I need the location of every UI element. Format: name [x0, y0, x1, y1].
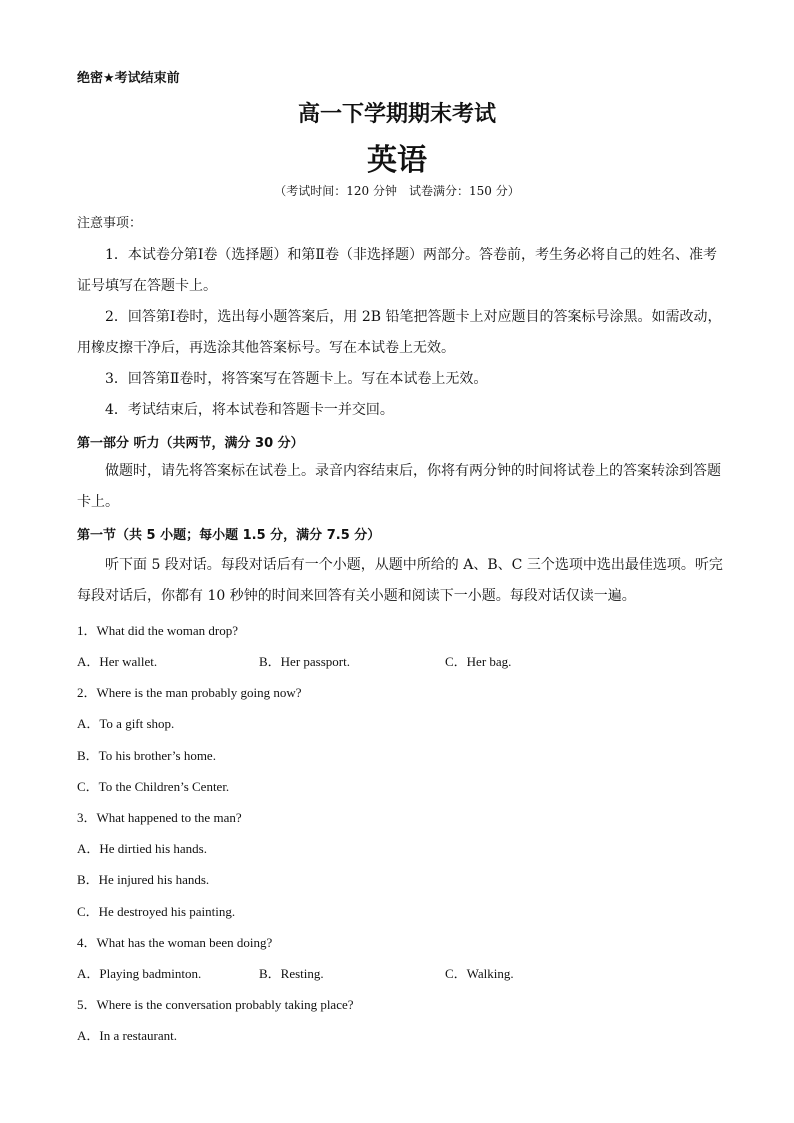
notice-item-1: 1．本试卷分第Ⅰ卷（选择题）和第Ⅱ卷（非选择题）两部分。答卷前，考生务必将自己的姓名、准考证号填写在答题卡上。: [77, 247, 717, 294]
question-4-option-b: B．Resting.: [259, 966, 324, 981]
question-2-option-c: C．To the Children’s Center.: [77, 779, 230, 794]
question-4-stem: 4．What has the woman been doing?: [77, 935, 273, 950]
question-1-option-c: C．Her bag.: [445, 654, 512, 669]
question-5-stem: 5．Where is the conversation probably taking place?: [77, 997, 354, 1012]
notice-item-3: 3．回答第Ⅱ卷时，将答案写在答题卡上。写在本试卷上无效。: [105, 371, 488, 387]
confidential-label: 绝密★考试结束前: [77, 71, 180, 86]
section1-heading: 第一节（共 5 小题；每小题 1.5 分，满分 7.5 分）: [77, 528, 381, 543]
question-4-option-a: A．Playing badminton.: [77, 966, 202, 981]
question-1-stem: 1．What did the woman drop?: [77, 623, 239, 638]
notice-item-4: 4．考试结束后，将本试卷和答题卡一并交回。: [105, 402, 394, 418]
part1-instruction: 做题时，请先将答案标在试卷上。录音内容结束后，你将有两分钟的时间将试卷上的答案转涂到答题卡上。: [77, 463, 721, 510]
question-2-option-a: A．To a gift shop.: [77, 716, 175, 731]
exam-time-info: （考试时间：120 分钟 试卷满分：150 分）: [274, 184, 520, 198]
section1-instruction: 听下面 5 段对话。每段对话后有一个小题，从题中所给的 A、B、C 三个选项中选出最佳选项。听完每段对话后，你都有 10 秒钟的时间来回答有关小题和阅读下一小题。每段对话仅读一遍。: [77, 557, 723, 604]
question-1-option-b: B．Her passport.: [259, 654, 350, 669]
notice-item-2: 2．回答第Ⅰ卷时，选出每小题答案后，用 2B 铅笔把答题卡上对应题目的答案标号涂黑。如需改动，用橡皮擦干净后，再选涂其他答案标号。写在本试卷上无效。: [77, 309, 722, 356]
question-2-stem: 2．Where is the man probably going now?: [77, 685, 302, 700]
question-3-option-c: C．He destroyed his painting.: [77, 904, 236, 919]
exam-subject: 英语: [367, 143, 427, 178]
question-3-option-b: B．He injured his hands.: [77, 872, 210, 887]
question-5-option-a: A．In a restaurant.: [77, 1028, 177, 1043]
question-3-option-a: A．He dirtied his hands.: [77, 841, 207, 856]
question-1-option-a: A．Her wallet.: [77, 654, 158, 669]
exam-title: 高一下学期期末考试: [297, 102, 496, 127]
question-3-stem: 3．What happened to the man?: [77, 810, 242, 825]
notice-heading: 注意事项：: [77, 216, 143, 231]
question-2-option-b: B．To his brother’s home.: [77, 748, 216, 763]
part1-heading: 第一部分 听力（共两节，满分 30 分）: [77, 436, 304, 451]
question-4-option-c: C．Walking.: [445, 966, 514, 981]
